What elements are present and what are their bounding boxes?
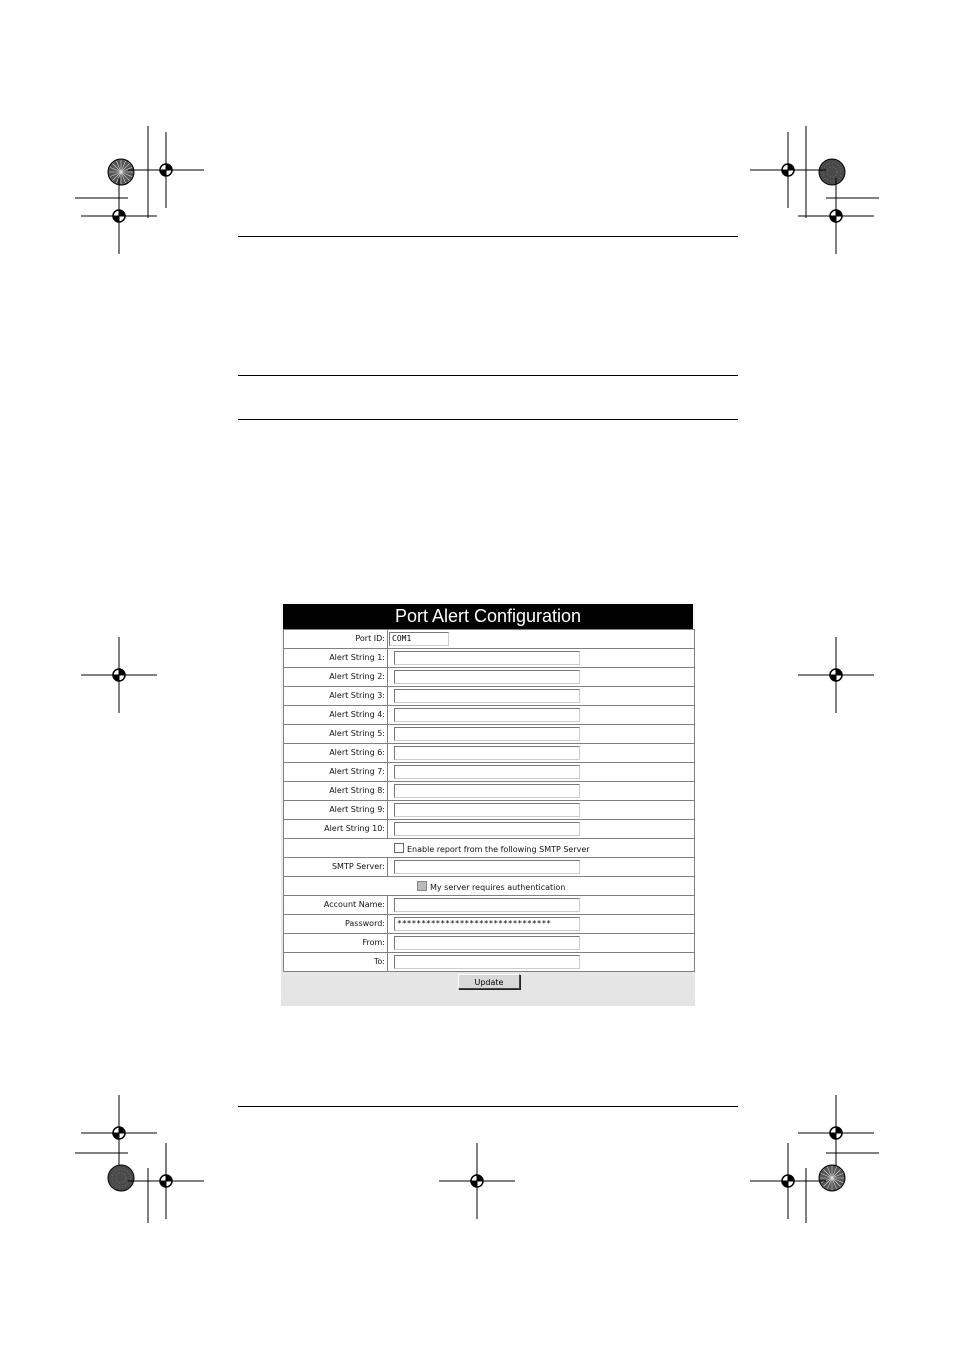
password-input[interactable]: ********************************: [394, 917, 580, 931]
port-id-label: Port ID:: [284, 630, 388, 648]
password-label: Password:: [284, 915, 388, 933]
port-alert-configuration-form: [281, 603, 695, 1006]
alert-string-row: [284, 763, 694, 782]
alert-string-6-input[interactable]: [394, 746, 580, 760]
password-row: [284, 915, 694, 934]
form-title: Port Alert Configuration: [283, 604, 693, 629]
alert-string-row: [284, 782, 694, 801]
account-name-input[interactable]: [394, 898, 580, 912]
alert-string-row: [284, 706, 694, 725]
smtp-server-input[interactable]: [394, 860, 580, 874]
alert-string-2-label: Alert String 2:: [284, 668, 388, 686]
alert-string-8-input[interactable]: [394, 784, 580, 798]
auth-label: My server requires authentication: [430, 883, 566, 892]
from-row: [284, 934, 694, 953]
smtp-server-label: SMTP Server:: [284, 858, 388, 876]
alert-string-10-input[interactable]: [394, 822, 580, 836]
alert-string-3-label: Alert String 3:: [284, 687, 388, 705]
alert-string-5-label: Alert String 5:: [284, 725, 388, 743]
alert-string-row: [284, 801, 694, 820]
alert-string-row: [284, 668, 694, 687]
alert-string-row: [284, 725, 694, 744]
auth-option: [417, 881, 565, 893]
enable-report-row: [284, 839, 694, 858]
alert-string-10-label: Alert String 10:: [284, 820, 388, 838]
alert-string-7-input[interactable]: [394, 765, 580, 779]
form-rows: [283, 629, 695, 972]
alert-string-row: [284, 820, 694, 839]
alert-string-row: [284, 687, 694, 706]
update-button[interactable]: Update: [458, 974, 520, 989]
alert-string-1-label: Alert String 1:: [284, 649, 388, 667]
to-label: To:: [284, 953, 388, 971]
alert-string-row: [284, 649, 694, 668]
smtp-server-row: [284, 858, 694, 877]
alert-string-2-input[interactable]: [394, 670, 580, 684]
account-name-row: [284, 896, 694, 915]
alert-string-7-label: Alert String 7:: [284, 763, 388, 781]
enable-report-label: Enable report from the following SMTP Server: [407, 845, 590, 854]
enable-report-option: [394, 843, 590, 855]
port-id-row: [284, 630, 694, 649]
enable-report-checkbox[interactable]: [394, 843, 404, 853]
button-area: [283, 963, 693, 1003]
alert-string-row: [284, 744, 694, 763]
account-name-label: Account Name:: [284, 896, 388, 914]
alert-string-4-label: Alert String 4:: [284, 706, 388, 724]
alert-string-9-label: Alert String 9:: [284, 801, 388, 819]
alert-string-8-label: Alert String 8:: [284, 782, 388, 800]
alert-string-4-input[interactable]: [394, 708, 580, 722]
port-id-input[interactable]: COM1: [389, 632, 449, 646]
alert-string-3-input[interactable]: [394, 689, 580, 703]
alert-string-9-input[interactable]: [394, 803, 580, 817]
alert-string-5-input[interactable]: [394, 727, 580, 741]
alert-string-6-label: Alert String 6:: [284, 744, 388, 762]
auth-row: [284, 877, 694, 896]
from-label: From:: [284, 934, 388, 952]
from-input[interactable]: [394, 936, 580, 950]
auth-checkbox[interactable]: [417, 881, 427, 891]
alert-string-1-input[interactable]: [394, 651, 580, 665]
